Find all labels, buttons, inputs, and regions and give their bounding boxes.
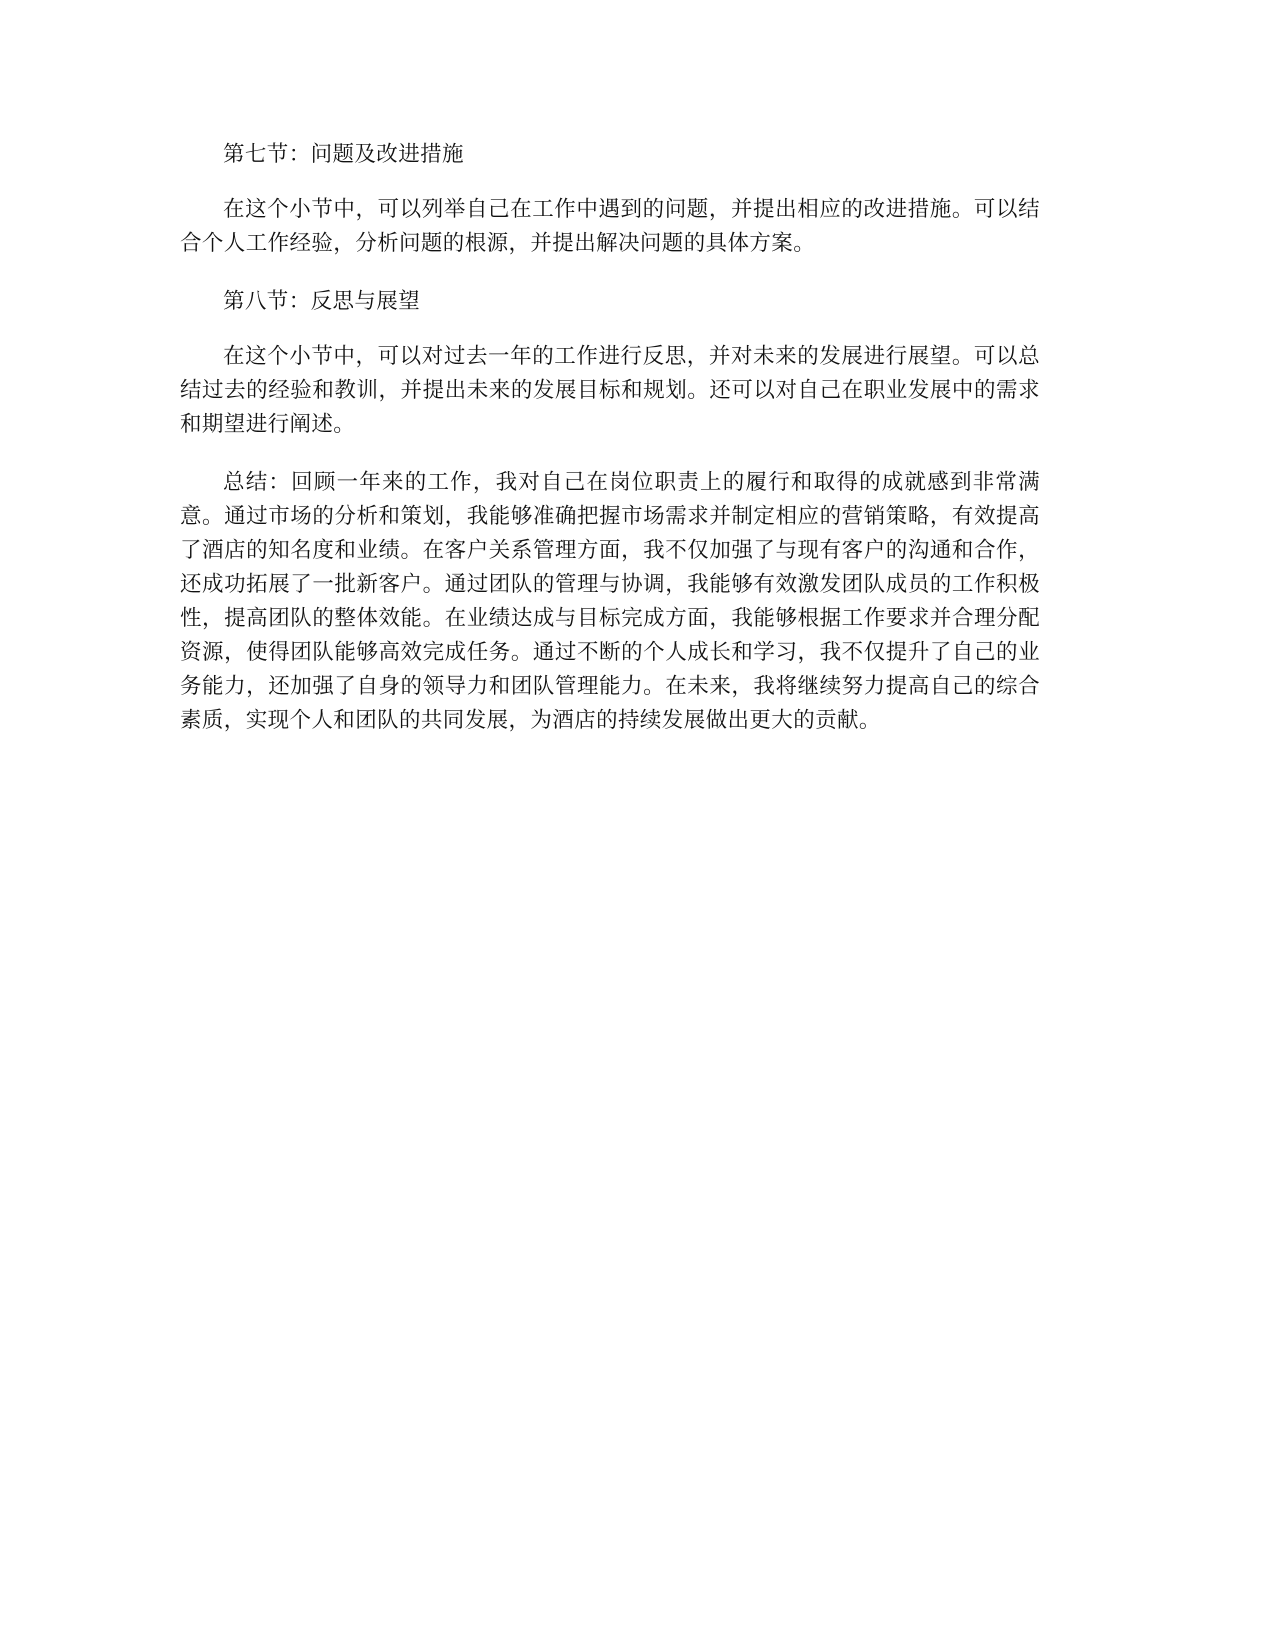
section-8-body: 在这个小节中，可以对过去一年的工作进行反思，并对未来的发展进行展望。可以总结过去的经验和教训，并提出未来的发展目标和规划。还可以对自己在职业发展中的需求和期望进行阐述。 bbox=[180, 344, 1040, 437]
document-page bbox=[180, 138, 1040, 738]
section-8-heading: 第八节：反思与展望 bbox=[223, 289, 421, 314]
section-7-body: 在这个小节中，可以列举自己在工作中遇到的问题，并提出相应的改进措施。可以结合个人工作经验，分析问题的根源，并提出解决问题的具体方案。 bbox=[180, 197, 1040, 256]
summary-paragraph: 总结：回顾一年来的工作，我对自己在岗位职责上的履行和取得的成就感到非常满意。通过市场的分析和策划，我能够准确把握市场需求并制定相应的营销策略，有效提高了酒店的知名度和业绩。在客户关系管理方面，我不仅加强了与现有客户的沟通和合作，还成功拓展了一批新客户。通过团队的管理与协调，我能够有效激发团队成员的工作积极性，提高团队的整体效能。在业绩达成与目标完成方面，我能够根据工作要求并合理分配资源，使得团队能够高效完成任务。通过不断的个人成长和学习，我不仅提升了自己的业务能力，还加强了自身的领导力和团队管理能力。在未来，我将继续努力提高自己的综合素质，实现个人和团队的共同发展，为酒店的持续发展做出更大的贡献。 bbox=[180, 470, 1040, 733]
section-7-heading: 第七节：问题及改进措施 bbox=[223, 142, 464, 167]
